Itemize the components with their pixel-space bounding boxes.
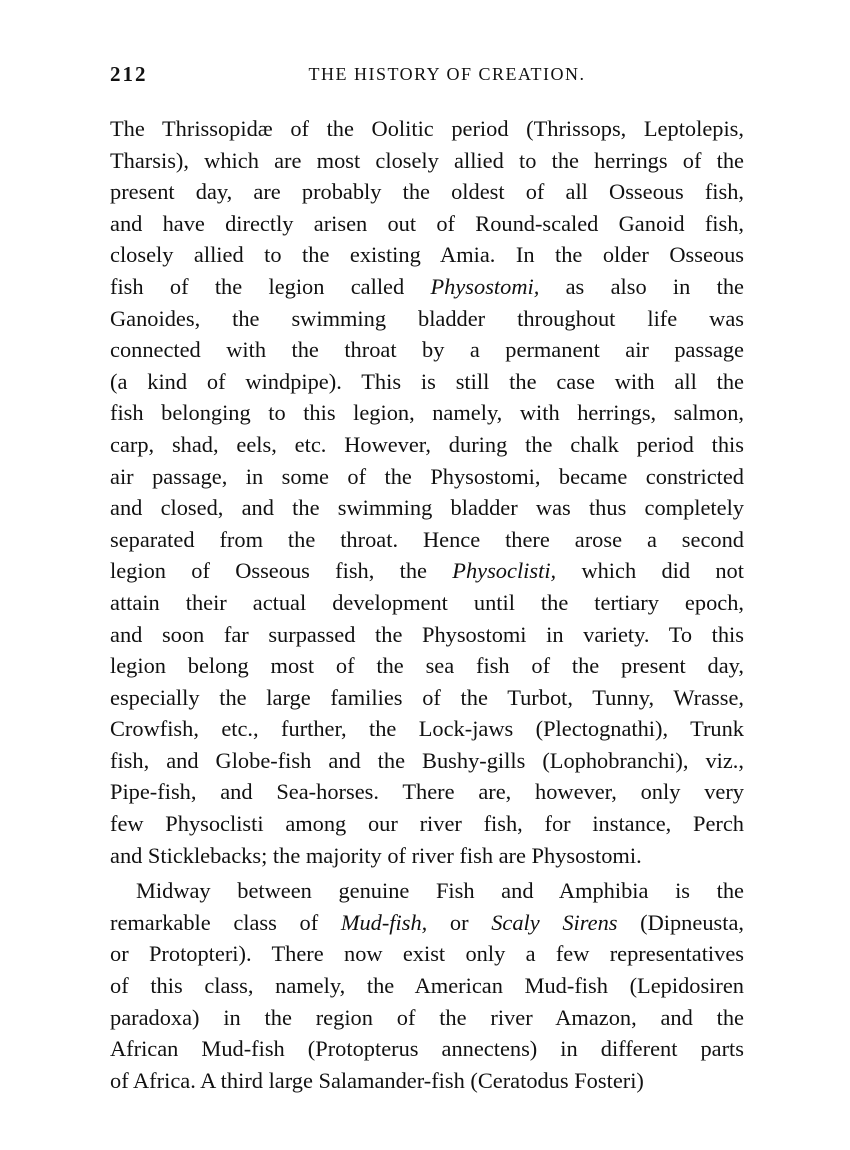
text-line (110, 1033, 744, 1065)
text-run: legion of Osseous fish, the (110, 558, 453, 584)
text-run: and soon far surpassed the Physostomi in variety. To this (110, 621, 744, 647)
paragraph (110, 113, 744, 871)
text-run: present day, are probably the oldest of all Osseous fish, (110, 179, 744, 205)
text-line (110, 145, 744, 177)
text-line (110, 334, 744, 366)
text-line (110, 176, 744, 208)
italic-term: Physostomi, (430, 273, 540, 299)
text-run: Tharsis), which are most closely allied to the herrings of the (110, 147, 744, 173)
text-run: (Dipneusta, (617, 909, 744, 935)
text-run: Crowfish, etc., further, the Lock-jaws (Plectognathi), Trunk (110, 716, 744, 742)
text-run: or Protopteri). There now exist only a few representatives (110, 941, 744, 967)
text-run: as also in the (539, 273, 744, 299)
text-run: fish of the legion called (110, 273, 431, 299)
text-line (110, 776, 744, 808)
page-number: 212 (110, 62, 148, 86)
text-run: fish belonging to this legion, namely, with herrings, salmon, (110, 400, 744, 426)
italic-term: Mud-fish, (340, 909, 428, 935)
italic-term: Physoclisti, (452, 558, 557, 584)
text-run: fish, and Globe-fish and the Bushy-gills (Lophobranchi), viz., (110, 747, 744, 773)
text-run: separated from the throat. Hence there arose a second (110, 526, 744, 552)
text-run: and have directly arisen out of Round-scaled Ganoid fish, (110, 210, 744, 236)
text-line (110, 970, 744, 1002)
text-line (110, 555, 744, 587)
text-line (110, 840, 744, 872)
text-line (110, 113, 744, 145)
text-run: attain their actual development until the tertiary epoch, (110, 589, 744, 615)
text-run: connected with the throat by a permanent air passage (110, 337, 744, 363)
text-line (110, 461, 744, 493)
text-line (110, 492, 744, 524)
text-line (110, 366, 744, 398)
page-header (110, 62, 744, 92)
text-line (110, 938, 744, 970)
text-run: air passage, in some of the Physostomi, became constricted (110, 463, 744, 489)
text-line (110, 397, 744, 429)
text-line (110, 808, 744, 840)
text-line (110, 303, 744, 335)
text-run: African Mud-fish (Protopterus annectens) in different parts (110, 1036, 744, 1062)
running-title: THE HISTORY OF CREATION. (308, 64, 586, 84)
text-line (110, 907, 744, 939)
text-run: which did not (556, 558, 744, 584)
text-line (110, 239, 744, 271)
italic-term: Scaly Sirens (491, 909, 618, 935)
text-run: especially the large families of the Turbot, Tunny, Wrasse, (110, 684, 744, 710)
text-run: Ganoides, the swimming bladder throughout life was (110, 305, 744, 331)
text-run: legion belong most of the sea fish of the present day, (110, 653, 744, 679)
text-line (110, 429, 744, 461)
text-line (110, 524, 744, 556)
text-run: Pipe-fish, and Sea-horses. There are, however, only very (110, 779, 744, 805)
text-run: and closed, and the swimming bladder was thus completely (110, 495, 744, 521)
text-line (110, 682, 744, 714)
text-line (110, 1002, 744, 1034)
text-run: (a kind of windpipe). This is still the case with all the (110, 368, 744, 394)
text-line (110, 271, 744, 303)
paragraph (110, 875, 744, 1096)
text-line (110, 1065, 744, 1097)
text-run: or (427, 909, 492, 935)
text-run: The Thrissopidæ of the Oolitic period (Thrissops, Leptolepis, (110, 116, 744, 141)
text-run: few Physoclisti among our river fish, for instance, Perch (110, 811, 744, 837)
text-run: Midway between genuine Fish and Amphibia is the (136, 878, 744, 904)
text-line (110, 875, 744, 907)
text-run: and Sticklebacks; the majority of river fish are Physostomi. (110, 842, 642, 868)
text-line (110, 650, 744, 682)
text-run: of Africa. A third large Salamander-fish (Ceratodus Fosteri) (110, 1067, 644, 1093)
text-line (110, 745, 744, 777)
text-line (110, 619, 744, 651)
text-line (110, 587, 744, 619)
text-run: paradoxa) in the region of the river Amazon, and the (110, 1004, 744, 1030)
text-run: remarkable class of (110, 909, 341, 935)
text-line (110, 713, 744, 745)
text-run: carp, shad, eels, etc. However, during the chalk period this (110, 431, 744, 457)
text-line (110, 208, 744, 240)
body-text (110, 113, 744, 1096)
text-run: of this class, namely, the American Mud-fish (Lepidosiren (110, 973, 744, 999)
text-run: closely allied to the existing Amia. In the older Osseous (110, 242, 744, 268)
